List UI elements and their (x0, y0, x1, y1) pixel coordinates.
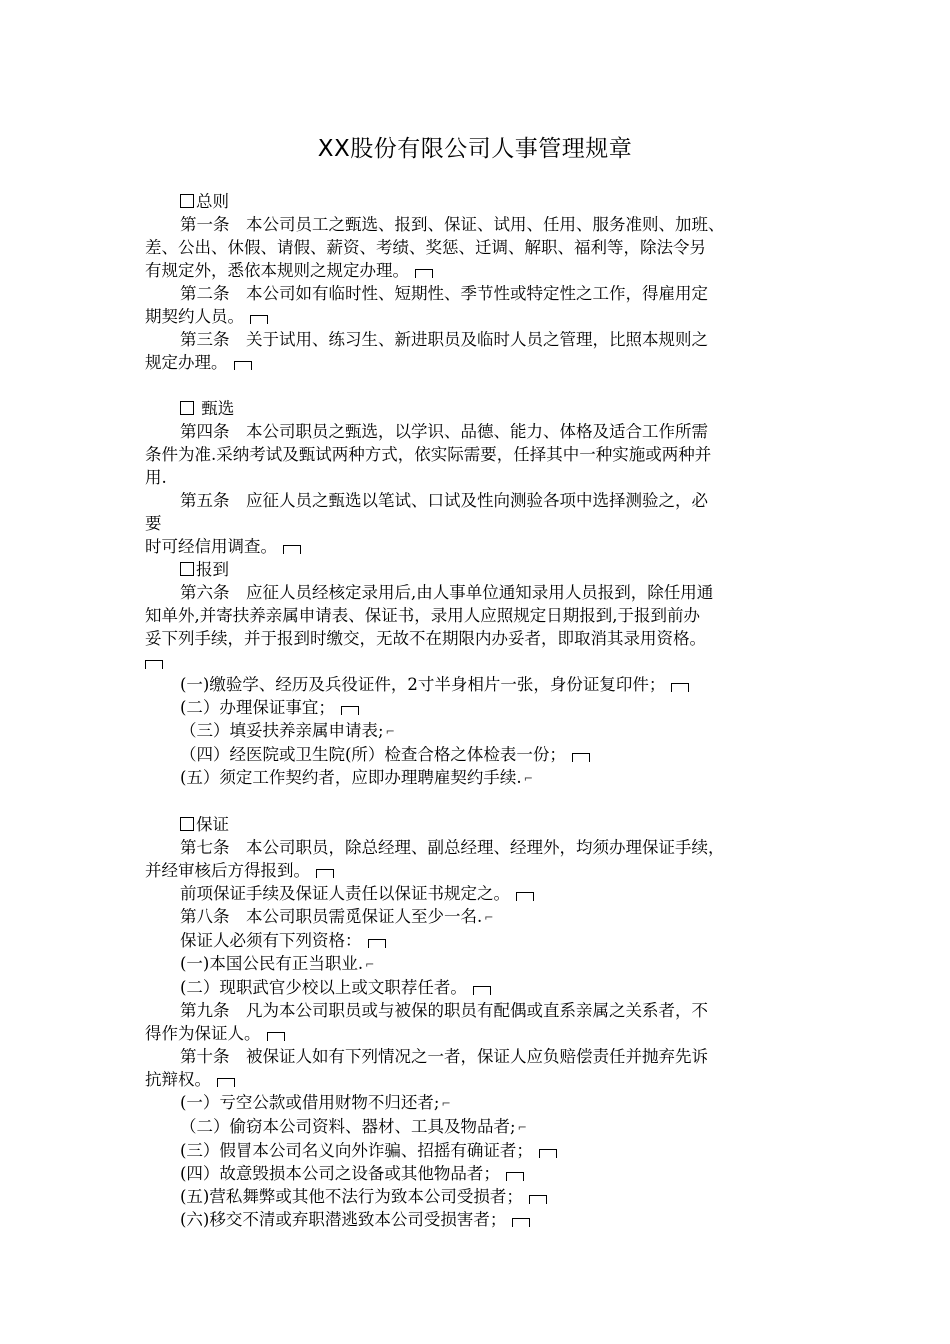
article-9-cont: 得作为保证人。 (145, 1022, 810, 1045)
article-1: 第一条 本公司员工之甄选、报到、保证、试用、任用、服务准则、加班、 (180, 215, 725, 234)
list-item: (六)移交不清或弃职潜逃致本公司受损害者； (145, 1208, 810, 1231)
list-item: (二）办理保证事宜； (145, 696, 810, 719)
paragraph-mark-icon (529, 1195, 547, 1204)
paragraph-mark-icon (267, 1032, 285, 1041)
article-5-cont: 时可经信用调查。 (145, 535, 810, 558)
paragraph-mark-icon (368, 939, 386, 948)
line-break-icon: ⌐ (517, 1121, 527, 1134)
list-item: (一)本国公民有正当职业. ⌐ (145, 952, 810, 976)
article-4-cont: 条件为准.采纳考试及甄试两种方式，依实际需要，任择其中一种实施或两种并 (145, 445, 712, 464)
list-item: (二）现职武官少校以上或文职荐任者。 (145, 976, 810, 999)
line-break-icon: ⌐ (523, 772, 533, 785)
article-5-cont: 要 (145, 514, 162, 533)
article-8-cont: 保证人必须有下列资格： (145, 929, 810, 952)
article-8: 第八条 本公司职员需觅保证人至少一名. ⌐ (145, 905, 810, 929)
article-7: 第七条 本公司职员，除总经理、副总经理、经理外，均须办理保证手续， (180, 838, 725, 857)
paragraph-mark-icon (316, 869, 334, 878)
article-3-cont: 规定办理。 (145, 351, 810, 374)
article-10-cont: 抗辩权。 (145, 1068, 810, 1091)
list-item: (一）亏空公款或借用财物不归还者; ⌐ (145, 1091, 810, 1115)
article-6: 第六条 应征人员经核定录用后,由人事单位通知录用人员报到，除任用通 (180, 583, 714, 602)
paragraph-mark-icon (283, 545, 301, 554)
list-item: （四）经医院或卫生院(所）检查合格之体检表一份； (145, 743, 810, 766)
article-7-cont: 前项保证手续及保证人责任以保证书规定之。 (145, 882, 810, 905)
article-4-cont: 用. (145, 468, 167, 487)
article-2-cont: 期契约人员。 (145, 305, 810, 328)
list-item: （三）填妥扶养亲属申请表; ⌐ (145, 719, 810, 743)
paragraph-mark-icon (415, 269, 433, 278)
article-9: 第九条 凡为本公司职员或与被保的职员有配偶或直系亲属之关系者，不 (180, 1001, 708, 1020)
document-body (145, 190, 810, 1231)
article-6-cont: 知单外,并寄扶养亲属申请表、保证书，录用人应照规定日期报到,于报到前办 (145, 606, 700, 625)
line-break-icon: ⌐ (484, 911, 494, 924)
article-6-cont (145, 650, 810, 673)
section-heading: 总则 (145, 190, 810, 213)
checkbox-icon (180, 401, 194, 415)
paragraph-mark-icon (234, 361, 252, 370)
line-break-icon: ⌐ (441, 1097, 451, 1110)
article-4: 第四条 本公司职员之甄选，以学识、品德、能力、体格及适合工作所需 (180, 422, 708, 441)
checkbox-icon (180, 817, 194, 831)
list-item: (五)营私舞弊或其他不法行为致本公司受损者； (145, 1185, 810, 1208)
article-10: 第十条 被保证人如有下列情况之一者，保证人应负赔偿责任并抛弃先诉 (180, 1047, 708, 1066)
list-item: (五）须定工作契约者，应即办理聘雇契约手续. ⌐ (145, 766, 810, 790)
paragraph-mark-icon (572, 753, 590, 762)
paragraph-mark-icon (341, 706, 359, 715)
article-1-cont: 差、公出、休假、请假、薪资、考绩、奖惩、迁调、解职、福利等，除法令另 (145, 238, 706, 257)
article-3: 第三条 关于试用、练习生、新进职员及临时人员之管理，比照本规则之 (180, 330, 708, 349)
article-2: 第二条 本公司如有临时性、短期性、季节性或特定性之工作，得雇用定 (180, 284, 708, 303)
article-6-cont: 妥下列手续，并于报到时缴交，无故不在期限内办妥者，即取消其录用资格。 (145, 629, 706, 648)
list-item: (四）故意毁损本公司之设备或其他物品者； (145, 1162, 810, 1185)
paragraph-mark-icon (145, 660, 163, 669)
line-break-icon: ⌐ (385, 725, 395, 738)
article-7-cont: 并经审核后方得报到。 (145, 859, 810, 882)
paragraph-mark-icon (217, 1078, 235, 1087)
list-item: (一)缴验学、经历及兵役证件，2寸半身相片一张，身份证复印件； (145, 673, 810, 696)
paragraph-mark-icon (671, 683, 689, 692)
paragraph-mark-icon (516, 892, 534, 901)
paragraph-mark-icon (473, 986, 491, 995)
list-item: （二）偷窃本公司资料、器材、工具及物品者; ⌐ (145, 1115, 810, 1139)
line-break-icon: ⌐ (365, 958, 375, 971)
checkbox-icon (180, 562, 194, 576)
paragraph-mark-icon (250, 315, 268, 324)
paragraph-mark-icon (539, 1149, 557, 1158)
paragraph-mark-icon (506, 1172, 524, 1181)
list-item: (三）假冒本公司名义向外诈骗、招摇有确证者； (145, 1139, 810, 1162)
paragraph-mark-icon (512, 1218, 530, 1227)
section-heading: 甄选 (145, 397, 810, 420)
article-5: 第五条 应征人员之甄选以笔试、口试及性向测验各项中选择测验之，必 (180, 491, 708, 510)
article-1-cont: 有规定外，悉依本规则之规定办理。 (145, 259, 810, 282)
checkbox-icon (180, 194, 194, 208)
section-heading: 报到 (145, 558, 810, 581)
section-heading: 保证 (145, 813, 810, 836)
document-title: XX股份有限公司人事管理规章 (317, 136, 633, 162)
